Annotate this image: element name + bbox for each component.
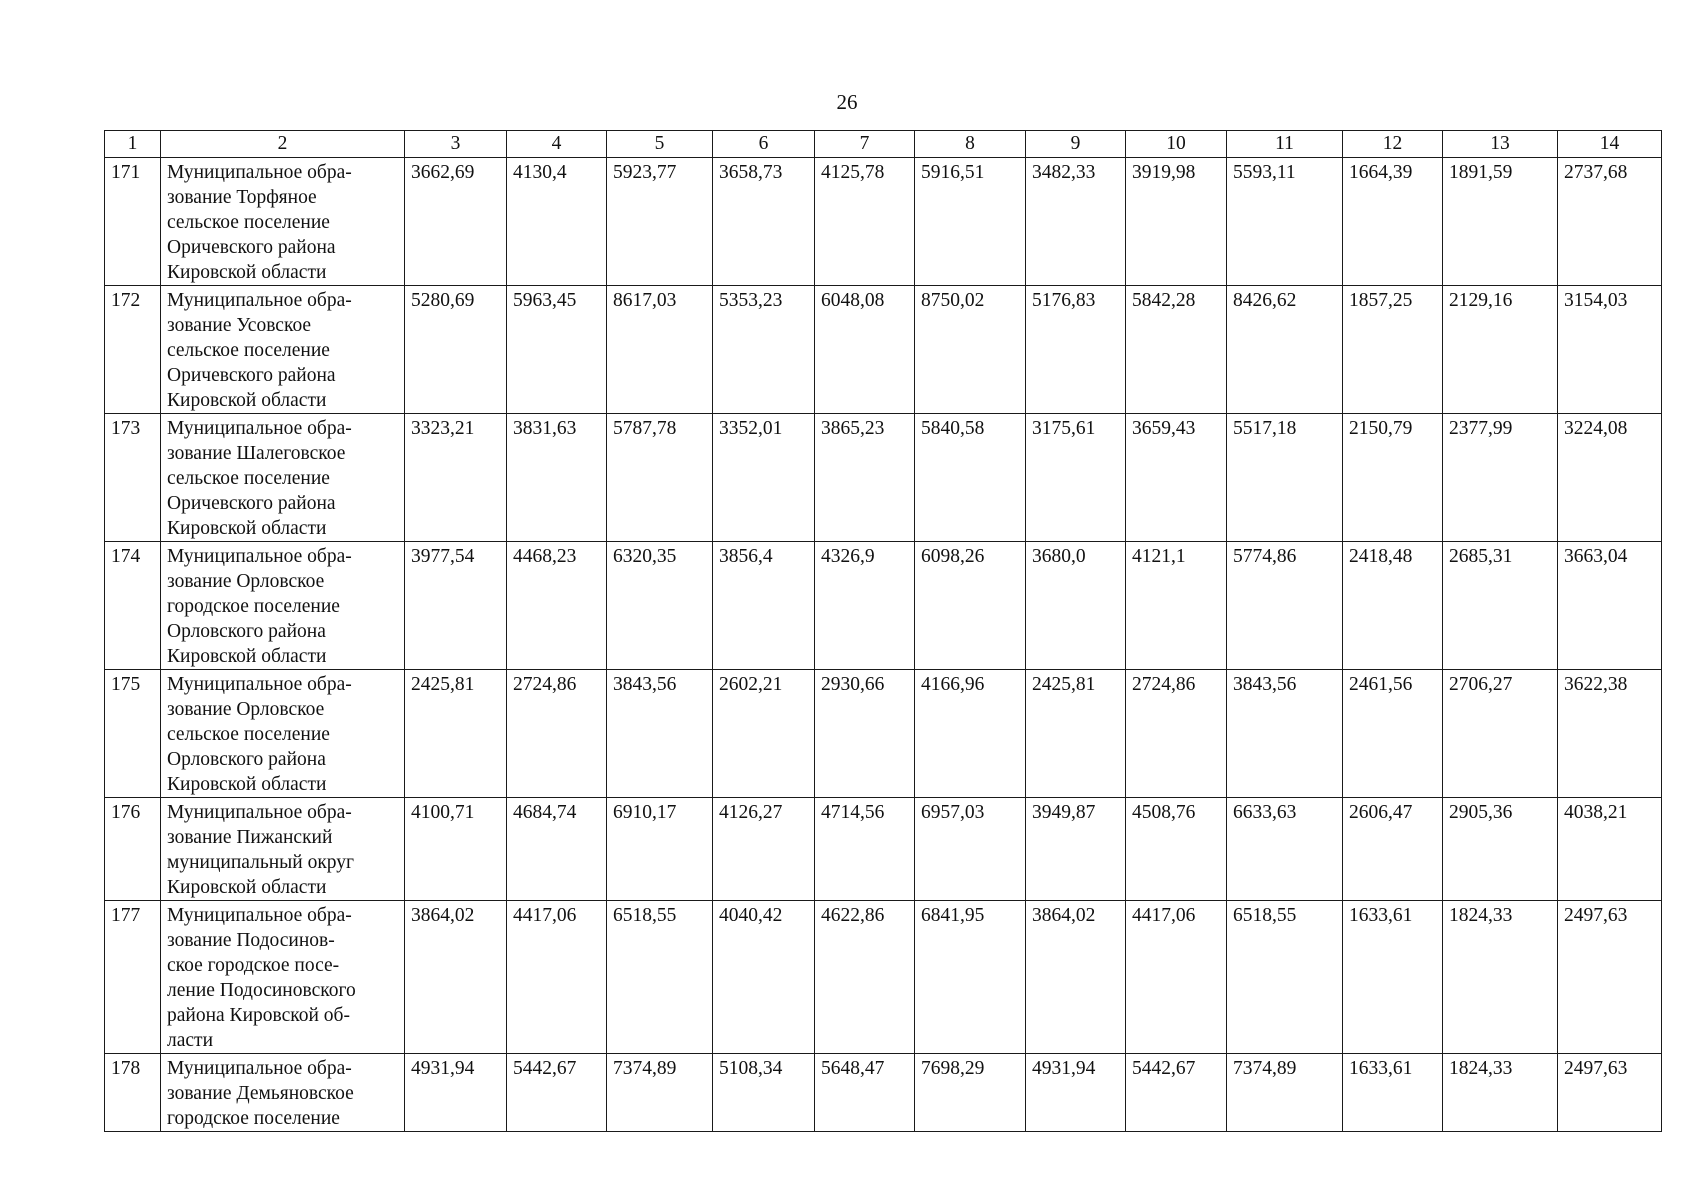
value-cell-col-7: 4125,78: [815, 158, 915, 286]
value-cell-col-12: 2150,79: [1343, 414, 1443, 542]
value-cell-col-6: 2602,21: [713, 670, 815, 798]
value-cell-col-5: 5787,78: [607, 414, 713, 542]
value-cell-col-10: 4417,06: [1126, 901, 1227, 1054]
municipality-name: Муниципальное обра- зование Подосинов- ское городское посе- ление Подосиновского района Кировской об- ласти: [161, 901, 405, 1054]
value-cell-col-4: 5963,45: [507, 286, 607, 414]
value-cell-col-4: 5442,67: [507, 1054, 607, 1132]
table-header: [105, 131, 1662, 158]
column-header-14: 14: [1558, 131, 1662, 158]
value-cell-col-10: 4508,76: [1126, 798, 1227, 901]
table-row: [105, 1054, 1662, 1132]
row-number: 172: [105, 286, 161, 414]
table-row: [105, 542, 1662, 670]
value-cell-col-7: 4326,9: [815, 542, 915, 670]
value-cell-col-10: 2724,86: [1126, 670, 1227, 798]
column-header-6: 6: [713, 131, 815, 158]
value-cell-col-9: 3680,0: [1026, 542, 1126, 670]
table-row: [105, 158, 1662, 286]
value-cell-col-10: 4121,1: [1126, 542, 1227, 670]
value-cell-col-12: 1633,61: [1343, 1054, 1443, 1132]
column-header-11: 11: [1227, 131, 1343, 158]
value-cell-col-3: 3864,02: [405, 901, 507, 1054]
value-cell-col-3: 2425,81: [405, 670, 507, 798]
value-cell-col-13: 1824,33: [1443, 901, 1558, 1054]
row-number: 171: [105, 158, 161, 286]
value-cell-col-12: 2461,56: [1343, 670, 1443, 798]
value-cell-col-14: 3154,03: [1558, 286, 1662, 414]
row-number: 174: [105, 542, 161, 670]
value-cell-col-9: 3175,61: [1026, 414, 1126, 542]
value-cell-col-14: 4038,21: [1558, 798, 1662, 901]
value-cell-col-3: 4100,71: [405, 798, 507, 901]
value-cell-col-8: 6098,26: [915, 542, 1026, 670]
value-cell-col-8: 5916,51: [915, 158, 1026, 286]
value-cell-col-5: 6518,55: [607, 901, 713, 1054]
value-cell-col-3: 5280,69: [405, 286, 507, 414]
value-cell-col-6: 3658,73: [713, 158, 815, 286]
value-cell-col-5: 3843,56: [607, 670, 713, 798]
value-cell-col-7: 5648,47: [815, 1054, 915, 1132]
value-cell-col-7: 4714,56: [815, 798, 915, 901]
column-header-8: 8: [915, 131, 1026, 158]
column-header-10: 10: [1126, 131, 1227, 158]
value-cell-col-13: 1891,59: [1443, 158, 1558, 286]
value-cell-col-3: 3977,54: [405, 542, 507, 670]
value-cell-col-9: 4931,94: [1026, 1054, 1126, 1132]
value-cell-col-11: 8426,62: [1227, 286, 1343, 414]
value-cell-col-11: 5517,18: [1227, 414, 1343, 542]
value-cell-col-4: 4684,74: [507, 798, 607, 901]
column-header-3: 3: [405, 131, 507, 158]
value-cell-col-7: 6048,08: [815, 286, 915, 414]
column-header-13: 13: [1443, 131, 1558, 158]
row-number: 178: [105, 1054, 161, 1132]
municipality-name: Муниципальное обра- зование Торфяное сельское поселение Оричевского района Кировской области: [161, 158, 405, 286]
value-cell-col-6: 5353,23: [713, 286, 815, 414]
value-cell-col-6: 3352,01: [713, 414, 815, 542]
header-row: [105, 131, 1662, 158]
table-row: [105, 414, 1662, 542]
value-cell-col-7: 2930,66: [815, 670, 915, 798]
municipality-name: Муниципальное обра- зование Демьяновское городское поселение: [161, 1054, 405, 1132]
value-cell-col-14: 2737,68: [1558, 158, 1662, 286]
value-cell-col-13: 2706,27: [1443, 670, 1558, 798]
value-cell-col-5: 8617,03: [607, 286, 713, 414]
value-cell-col-13: 2377,99: [1443, 414, 1558, 542]
value-cell-col-3: 3662,69: [405, 158, 507, 286]
value-cell-col-5: 5923,77: [607, 158, 713, 286]
municipality-name: Муниципальное обра- зование Орловское городское поселение Орловского района Кировской области: [161, 542, 405, 670]
column-header-12: 12: [1343, 131, 1443, 158]
value-cell-col-13: 2685,31: [1443, 542, 1558, 670]
value-cell-col-13: 2129,16: [1443, 286, 1558, 414]
value-cell-col-4: 4417,06: [507, 901, 607, 1054]
value-cell-col-12: 1664,39: [1343, 158, 1443, 286]
value-cell-col-6: 5108,34: [713, 1054, 815, 1132]
value-cell-col-14: 2497,63: [1558, 1054, 1662, 1132]
page-number: 26: [836, 90, 858, 114]
value-cell-col-4: 2724,86: [507, 670, 607, 798]
table-row: [105, 901, 1662, 1054]
value-cell-col-11: 6518,55: [1227, 901, 1343, 1054]
value-cell-col-8: 6841,95: [915, 901, 1026, 1054]
table-row: [105, 286, 1662, 414]
row-number: 173: [105, 414, 161, 542]
value-cell-col-9: 5176,83: [1026, 286, 1126, 414]
value-cell-col-3: 4931,94: [405, 1054, 507, 1132]
table-body: [105, 158, 1662, 1132]
value-cell-col-11: 7374,89: [1227, 1054, 1343, 1132]
column-header-1: 1: [105, 131, 161, 158]
row-number: 176: [105, 798, 161, 901]
value-cell-col-4: 3831,63: [507, 414, 607, 542]
table-row: [105, 798, 1662, 901]
value-cell-col-8: 8750,02: [915, 286, 1026, 414]
value-cell-col-5: 6910,17: [607, 798, 713, 901]
value-cell-col-10: 5842,28: [1126, 286, 1227, 414]
value-cell-col-14: 2497,63: [1558, 901, 1662, 1054]
value-cell-col-9: 3864,02: [1026, 901, 1126, 1054]
municipality-name: Муниципальное обра- зование Орловское сельское поселение Орловского района Кировской области: [161, 670, 405, 798]
value-cell-col-4: 4468,23: [507, 542, 607, 670]
municipality-name: Муниципальное обра- зование Шалеговское сельское поселение Оричевского района Кировской области: [161, 414, 405, 542]
row-number: 177: [105, 901, 161, 1054]
table-row: [105, 670, 1662, 798]
value-cell-col-5: 7374,89: [607, 1054, 713, 1132]
value-cell-col-11: 3843,56: [1227, 670, 1343, 798]
value-cell-col-11: 6633,63: [1227, 798, 1343, 901]
row-number: 175: [105, 670, 161, 798]
value-cell-col-9: 3482,33: [1026, 158, 1126, 286]
value-cell-col-8: 5840,58: [915, 414, 1026, 542]
value-cell-col-10: 3919,98: [1126, 158, 1227, 286]
value-cell-col-4: 4130,4: [507, 158, 607, 286]
value-cell-col-8: 7698,29: [915, 1054, 1026, 1132]
value-cell-col-10: 5442,67: [1126, 1054, 1227, 1132]
value-cell-col-10: 3659,43: [1126, 414, 1227, 542]
value-cell-col-12: 1857,25: [1343, 286, 1443, 414]
value-cell-col-7: 4622,86: [815, 901, 915, 1054]
value-cell-col-6: 3856,4: [713, 542, 815, 670]
value-cell-col-12: 2418,48: [1343, 542, 1443, 670]
value-cell-col-8: 6957,03: [915, 798, 1026, 901]
value-cell-col-8: 4166,96: [915, 670, 1026, 798]
municipality-name: Муниципальное обра- зование Пижанский муниципальный округ Кировской области: [161, 798, 405, 901]
data-table: [104, 130, 1662, 1132]
value-cell-col-12: 2606,47: [1343, 798, 1443, 901]
value-cell-col-14: 3663,04: [1558, 542, 1662, 670]
value-cell-col-3: 3323,21: [405, 414, 507, 542]
value-cell-col-14: 3224,08: [1558, 414, 1662, 542]
value-cell-col-6: 4040,42: [713, 901, 815, 1054]
value-cell-col-11: 5593,11: [1227, 158, 1343, 286]
column-header-2: 2: [161, 131, 405, 158]
value-cell-col-9: 2425,81: [1026, 670, 1126, 798]
value-cell-col-12: 1633,61: [1343, 901, 1443, 1054]
value-cell-col-9: 3949,87: [1026, 798, 1126, 901]
value-cell-col-6: 4126,27: [713, 798, 815, 901]
municipality-name: Муниципальное обра- зование Усовское сельское поселение Оричевского района Кировской области: [161, 286, 405, 414]
column-header-7: 7: [815, 131, 915, 158]
column-header-5: 5: [607, 131, 713, 158]
value-cell-col-13: 1824,33: [1443, 1054, 1558, 1132]
value-cell-col-13: 2905,36: [1443, 798, 1558, 901]
value-cell-col-7: 3865,23: [815, 414, 915, 542]
value-cell-col-11: 5774,86: [1227, 542, 1343, 670]
column-header-9: 9: [1026, 131, 1126, 158]
value-cell-col-5: 6320,35: [607, 542, 713, 670]
column-header-4: 4: [507, 131, 607, 158]
value-cell-col-14: 3622,38: [1558, 670, 1662, 798]
